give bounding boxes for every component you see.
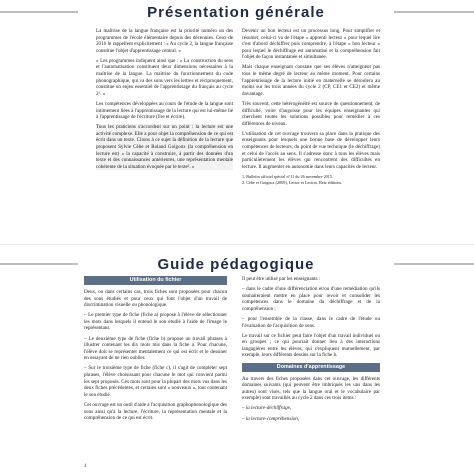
- paragraph: Le travail sur ce fichier peut faire l'objet d'un travail individuel ou en groupes ; ce qui pourrait donner lieu à des interactions langagières entre les élèves, qui s'expliquent mutuellement, par exemple, leurs différents dessins sur la fiche b.: [242, 332, 380, 359]
- paragraph: – Le premier type de fiche (fiche a) propose à l'élève de sélectionner les mots dans lesquels il entend le son étudié à l'aide de l'image le représentant.: [84, 312, 227, 332]
- paragraph: L'utilisation de cet ouvrage trouvera sa place dans la pratique des enseignants pour lesquels une bonne base de développer leurs compétences de lecteurs, du point de vue technique (le déchiffrage) et celui de l'accès au sens. Il s'adresse donc à tous les élèves mais particulièrement les élèves qui rencontrent des difficultés en lecture. Il augmenter en autonomie dans leurs capacités de lecteur.: [242, 130, 380, 170]
- paragraph: Deux, ou dans certains cas, trois fiches sont proposées pour chacun des sons étudiés et pour ceux qui font l'objet d'un travail de discrimination visuelle ou phonologique.: [84, 289, 227, 309]
- paragraph: La maîtrise de la langue française est la priorité numéro un des programmes de l'école élémentaire depuis des décennies. Ceux de 2016 le rappellent explicitement : « Au cycle 2, la langue française constitue l'objet d'apprentissage central. »: [96, 28, 233, 54]
- section-title-guide: Guide pédagogique: [149, 256, 322, 273]
- section-title-presentation: Présentation générale: [139, 4, 333, 21]
- paragraph: Très souvent, cette hétérogénéité est source de questionnement, de difficulté, voire d'angoisse pour les équipes enseignantes qui cherchent toutes les solutions possibles pour remédier à ces différences de niveau.: [242, 100, 380, 127]
- paragraph: – Le deuxième type de fiche (fiche b) propose un travail phrases à illustrer contenant les dix mots mis dans la fiche a. Pour chacune, l'élève doit se représenter mentalement ce qui est écrit et le dessiner en essayant de ne rien oublier.: [84, 335, 227, 362]
- paragraph: Devenir un bon lecteur est un processus long. Pour simplifier et résumer, celui-ci va de l'étape « apprenti lecteur » pour lequel lire c'est d'abord déchiffrer puis comprendre, à l'étape « bon lecteur » pour lequel le déchiffrage est automatisé et la compréhension fait l'objet de façon instantanée et simultanée.: [242, 28, 380, 61]
- divider: [0, 244, 474, 245]
- text-column-3: [84, 276, 227, 472]
- paragraph: – Sur le troisième type de fiche (fiche c), il s'agit de compléter sept phrases, l'élève choisissant pour chacune le mot qui convient parmi les sept proposés. Ces mots sont pour la plupart des mots vus dans les deux fiches précédentes, et certains sont « nouveaux », tout contenant le son étudié.: [84, 365, 227, 398]
- paragraph: Les compétences développées au cours de l'étude de la langue sont intimement liées à l'apprentissage de la lecture qui est lui-même lié à l'apprentissage de l'écriture (lire et écrire).: [96, 100, 233, 121]
- list-item: – la lecture-compréhension,: [242, 415, 300, 422]
- page-number: 4: [84, 464, 87, 469]
- text-column-2: [242, 28, 380, 248]
- paragraph: « Les programmes indiquent ainsi que : « La construction du sens et l'automatisation constituent deux dimensions nécessaires à la maîtrise de la langue. La maîtrise du fonctionnement du code phonographique, qui va des sons vers les lettres et réciproquement, constitue un enjeu essentiel de l'apprentissage du français au cycle 2¹. »: [96, 57, 233, 97]
- list-item: – la lecture-déchiffrage,: [242, 405, 292, 412]
- text-column-1: [96, 28, 233, 248]
- footnote: 1. Bulletin officiel spécial n°11 du 26 novembre 2015.: [242, 174, 333, 180]
- subheading-domains: Domaines d'apprentissage: [242, 363, 380, 372]
- footnote: 2. Cèbe et Goigoux (2009), Lector et Lectrix, Retz éditions.: [242, 179, 343, 185]
- paragraph: – dans le cadre d'une différenciation et/ou d'une remédiation qu'ils souhaiteraient mettre en place pour revoir et consolider les compétences dans le domaine du déchiffrage et de la compréhension ;: [242, 286, 380, 312]
- paragraph: Au travers des fiches proposées dans cet ouvrage, les différents domaines suivants (qui peuvent être imbriqués les uns dans les autres) sont visés, tels que la langue oral et le vocabulaire par exemple) sont travaillés au cycle 2 dans ces trois items :: [242, 375, 380, 402]
- section-title-bar: [78, 2, 394, 22]
- footnotes: [242, 174, 380, 185]
- paragraph: Mais chaque enseignant constate que ses élèves n'atteignent pas tous le même degré de lecteur au même moment. Pour certains l'apprentissage de la lecture initié en maternelle se déroulera au moins sur les trois années du cycle 2 (CP, CE1 et CE2) et même davantage.: [242, 64, 380, 97]
- paragraph: Cet ouvrage est un outil d'aide à l'acquisition graphophonologique des sons ainsi qu'à la lecture, l'écriture, la représentation mentale et la compréhension de ce qui est écrit.: [84, 401, 227, 422]
- section-title-bar: [78, 254, 394, 274]
- subheading-usage: Utilisation du fichier: [84, 276, 227, 285]
- text-column-4: [242, 276, 380, 472]
- paragraph: Il peut être utilisé par les enseignants :: [242, 276, 321, 282]
- paragraph: Tous les praticiens s'accordent sur un point : la lecture est une activité complexe. Elle a pour objet la compréhension de ce qui est écrit dans un texte. Citons à ce sujet la définition de la lecture que proposent Sylvie Cèbe et Roland Goigoux (la compréhension en lecture est) « la capacité à construire, à partir des données d'un texte et des connaissances antérieures, une représentation mentale cohérente de la situation évoquée par le texte². »: [96, 124, 233, 170]
- paragraph: – pour l'ensemble de la classe, dans le cadre de l'étude ou l'évaluation de l'acquisition de sons.: [242, 315, 380, 329]
